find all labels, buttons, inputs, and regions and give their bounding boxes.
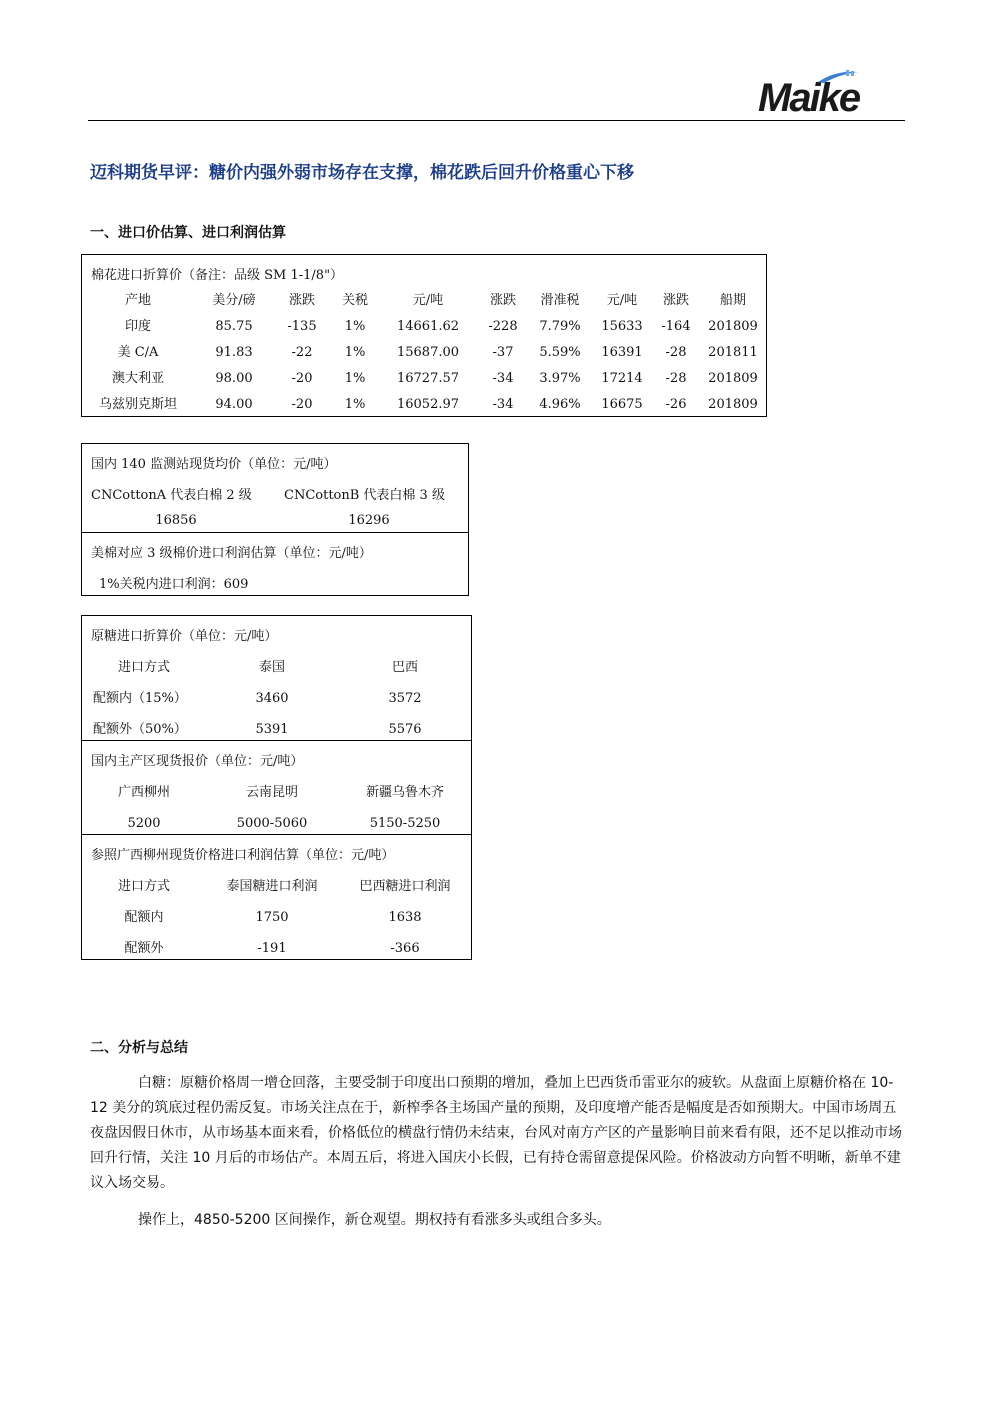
table-cell: 3572	[388, 691, 422, 706]
table-cell: 17214	[601, 371, 643, 386]
col-header: 泰国糖进口利润	[226, 879, 318, 894]
header-rule	[88, 120, 905, 121]
table-cell: 配额内	[124, 910, 164, 925]
table-cell: -28	[665, 345, 687, 360]
cotton-domestic-box	[81, 443, 469, 596]
col-header: 关税	[341, 293, 369, 308]
col-header: 巴西糖进口利润	[359, 879, 451, 894]
cotton-import-title: 棉花进口折算价（备注：品级 SM 1-1/8"）	[91, 268, 344, 283]
table-cell: 印度	[124, 319, 152, 334]
col-header: 进口方式	[117, 879, 171, 894]
col-header: 产地	[124, 293, 152, 308]
table-cell: 16727.57	[396, 371, 460, 386]
col-header: 元/吨	[412, 293, 444, 308]
table-cell: 94.00	[215, 397, 253, 412]
cotton-profit-title: 美棉对应 3 级棉价进口利润估算（单位：元/吨）	[91, 546, 372, 561]
table-cell: -34	[492, 371, 514, 386]
cncotton-a-label: CNCottonA 代表白棉 2 级	[91, 488, 252, 503]
table-cell: -191	[257, 941, 287, 956]
cotton-import-table	[81, 254, 767, 417]
table-cell: 201811	[708, 345, 758, 360]
table-cell: 配额外（50%）	[93, 722, 187, 737]
sugar-profit-title: 参照广西柳州现货价格进口利润估算（单位：元/吨）	[91, 848, 395, 863]
col-header: 云南昆明	[245, 785, 299, 800]
table-cell: 澳大利亚	[111, 371, 165, 386]
table-cell: 16675	[601, 397, 643, 412]
table-cell: 5.59%	[539, 345, 581, 360]
maike-logo	[758, 78, 890, 118]
sugar-tables	[81, 615, 472, 960]
table-cell: -366	[390, 941, 420, 956]
analysis-paragraph-sugar: 白糖：原糖价格周一增仓回落，主要受制于印度出口预期的增加，叠加上巴西货币雷亚尔的疲软。从盘面上原糖价格在 10-12 美分的筑底过程仍需反复。市场关注点在于，新榨季各主场国产量的预期，及印度增产能否是幅度是否如预期大。中国市场周五夜盘因假日休市，从市场基本面来看，价格低位的横盘行情仍未结束，台风对南方产区的产量影响目前来看有限，还不足以推动市场回升行情，关注 10 月后的市场估产。本周五后，将进入国庆小长假，已有持仓需留意提保风险。价格波动方向暂不明晰，新单不建议入场交易。	[90, 1075, 902, 1191]
table-cell: 5391	[255, 722, 289, 737]
table-cell: 15687.00	[396, 345, 460, 360]
table-cell: -164	[661, 319, 691, 334]
table-cell: 1%	[344, 397, 366, 412]
table-cell: 1%	[344, 319, 366, 334]
sugar-spot-title: 国内主产区现货报价（单位：元/吨）	[91, 754, 304, 769]
table-cell: 3.97%	[539, 371, 581, 386]
table-cell: 5000-5060	[236, 816, 308, 831]
cncotton-b-label: CNCottonB 代表白棉 3 级	[284, 488, 445, 503]
table-cell: 16391	[601, 345, 643, 360]
table-cell: 乌兹别克斯坦	[98, 397, 178, 412]
table-cell: 1%	[344, 345, 366, 360]
logo-text: Maike	[758, 76, 860, 120]
col-header: 进口方式	[117, 660, 171, 675]
col-header: 美分/磅	[212, 293, 256, 308]
table-cell: 5150-5250	[369, 816, 441, 831]
cotton-profit-text: 1%关税内进口利润：609	[99, 577, 249, 592]
table-cell: 14661.62	[396, 319, 460, 334]
cotton-domestic-title: 国内 140 监测站现货均价（单位：元/吨）	[91, 457, 337, 472]
col-header: 船期	[719, 293, 747, 308]
table-cell: -20	[291, 371, 313, 386]
col-header: 元/吨	[606, 293, 638, 308]
table-cell: 配额内（15%）	[93, 691, 187, 706]
col-header: 涨跌	[489, 293, 517, 308]
table-cell: 美 C/A	[117, 345, 159, 360]
table-cell: -28	[665, 371, 687, 386]
table-cell: 201809	[708, 319, 758, 334]
table-cell: -37	[492, 345, 514, 360]
table-cell: 5576	[388, 722, 422, 737]
table-cell: 3460	[255, 691, 289, 706]
table-cell: 15633	[601, 319, 643, 334]
table-cell: 配额外	[124, 941, 164, 956]
table-cell: -26	[665, 397, 687, 412]
section1-heading: 一、进口价估算、进口利润估算	[90, 225, 286, 241]
table-cell: -22	[291, 345, 313, 360]
analysis-text	[90, 1071, 905, 1233]
table-cell: 16052.97	[396, 397, 460, 412]
analysis-paragraph-operation: 操作上，4850-5200 区间操作，新仓观望。期权持有看涨多头或组合多头。	[138, 1212, 611, 1228]
cncotton-a-value: 16856	[155, 513, 197, 528]
table-cell: 1750	[255, 910, 289, 925]
table-cell: 201809	[708, 371, 758, 386]
col-header: 新疆乌鲁木齐	[365, 785, 445, 800]
sugar-import-title: 原糖进口折算价（单位：元/吨）	[91, 629, 278, 644]
table-cell: 1%	[344, 371, 366, 386]
page-title: 迈科期货早评：糖价内强外弱市场存在支撑，棉花跌后回升价格重心下移	[90, 163, 634, 183]
logo-swoosh-icon	[816, 70, 860, 84]
table-cell: 98.00	[215, 371, 253, 386]
table-cell: 85.75	[215, 319, 253, 334]
table-cell: 7.79%	[539, 319, 581, 334]
table-cell: -34	[492, 397, 514, 412]
col-header: 广西柳州	[117, 785, 171, 800]
col-header: 滑准税	[540, 293, 580, 308]
table-cell: 5200	[127, 816, 161, 831]
col-header: 涨跌	[662, 293, 690, 308]
col-header: 泰国	[258, 660, 286, 675]
table-cell: -135	[287, 319, 317, 334]
section2-heading: 二、分析与总结	[90, 1040, 188, 1056]
col-header: 巴西	[391, 660, 419, 675]
table-cell: 1638	[388, 910, 422, 925]
table-cell: 91.83	[215, 345, 253, 360]
col-header: 涨跌	[288, 293, 316, 308]
table-cell: -228	[488, 319, 518, 334]
table-cell: 4.96%	[539, 397, 581, 412]
table-cell: 201809	[708, 397, 758, 412]
table-cell: -20	[291, 397, 313, 412]
cncotton-b-value: 16296	[348, 513, 390, 528]
